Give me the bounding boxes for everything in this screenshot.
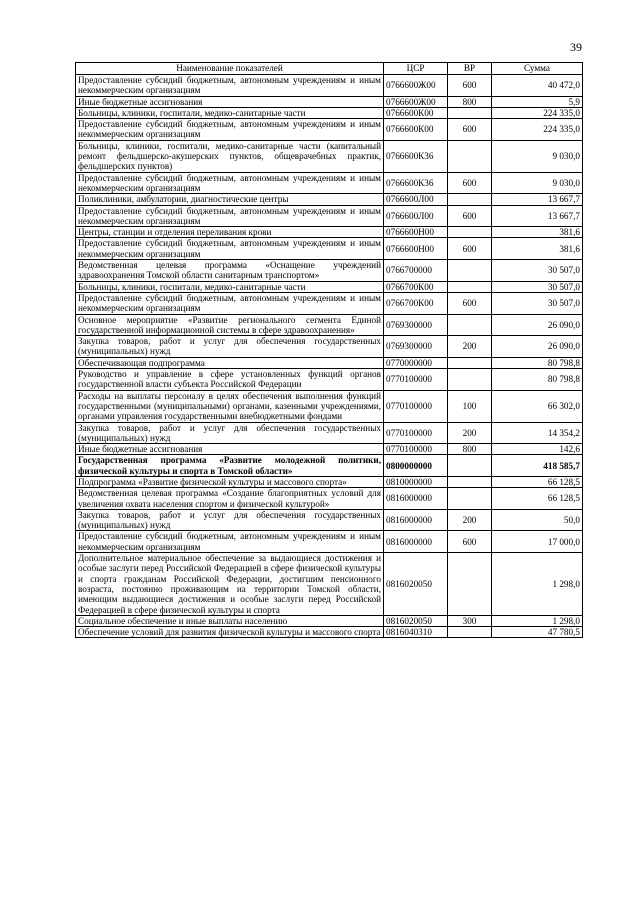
row-csr: 0766600К36 [384,172,448,194]
header-vr: ВР [448,63,492,75]
row-csr: 0766600К36 [384,140,448,172]
budget-table [75,62,583,638]
row-vr: 600 [448,172,492,194]
row-csr: 0766600Н00 [384,227,448,238]
row-name: Закупка товаров, работ и услуг для обеспечения государственных (муниципальных) нужд [76,422,384,444]
row-vr [448,314,492,336]
row-name: Иные бюджетные ассигнования [76,444,384,455]
row-csr: 0810000000 [384,476,448,487]
row-vr [448,107,492,118]
table-row [76,531,583,553]
row-vr [448,140,492,172]
table-row [76,357,583,368]
table-row [76,422,583,444]
table-header-row [76,63,583,75]
row-name: Поликлиники, амбулатории, диагностические центры [76,194,384,205]
table-row [76,369,583,391]
table-row [76,314,583,336]
row-sum: 418 585,7 [492,455,583,477]
row-vr: 100 [448,390,492,422]
table-row [76,172,583,194]
table-row [76,281,583,292]
row-sum: 40 472,0 [492,75,583,97]
table-row [76,205,583,227]
row-sum: 66 128,5 [492,476,583,487]
table-row [76,260,583,282]
row-name: Предоставление субсидий бюджетным, автономным учреждениям и иным некоммерческим организациям [76,531,384,553]
row-csr: 0766600К00 [384,119,448,141]
row-name: Закупка товаров, работ и услуг для обеспечения государственных (муниципальных) нужд [76,509,384,531]
row-vr [448,369,492,391]
row-csr: 0770100000 [384,390,448,422]
row-csr: 0766600Л00 [384,194,448,205]
row-name: Государственная программа «Развитие молодежной политики, физической культуры и спорта в Томской области» [76,455,384,477]
row-sum: 9 030,0 [492,172,583,194]
row-sum: 80 798,8 [492,369,583,391]
row-name: Предоставление субсидий бюджетным, автономным учреждениям и иным некоммерческим организациям [76,205,384,227]
table-row [76,96,583,107]
row-name: Предоставление субсидий бюджетным, автономным учреждениям и иным некоммерческим организациям [76,292,384,314]
row-vr: 200 [448,336,492,358]
row-csr: 0770100000 [384,444,448,455]
row-name: Ведомственная целевая программа «Создание благоприятных условий для увеличения охвата населения спортом и физической культурой» [76,488,384,510]
row-name: Обеспечивающая подпрограмма [76,357,384,368]
table-row [76,488,583,510]
row-sum: 66 128,5 [492,488,583,510]
row-csr: 0766600Ж00 [384,75,448,97]
header-csr: ЦСР [384,63,448,75]
row-vr: 600 [448,531,492,553]
row-sum: 224 335,0 [492,107,583,118]
row-csr: 0770100000 [384,422,448,444]
row-sum: 5,9 [492,96,583,107]
row-sum: 17 000,0 [492,531,583,553]
row-vr [448,476,492,487]
row-sum: 381,6 [492,227,583,238]
row-csr: 0816000000 [384,509,448,531]
row-sum: 9 030,0 [492,140,583,172]
row-vr: 600 [448,292,492,314]
row-name: Больницы, клиники, госпитали, медико-санитарные части [76,107,384,118]
row-vr: 800 [448,96,492,107]
row-vr [448,281,492,292]
row-sum: 26 090,0 [492,314,583,336]
table-row [76,227,583,238]
table-row [76,238,583,260]
row-vr [448,260,492,282]
row-sum: 14 354,2 [492,422,583,444]
page-number: 39 [570,40,582,54]
row-csr: 0766600К00 [384,107,448,118]
header-name: Наименование показателей [76,63,384,75]
row-name: Основное мероприятие «Развитие регионального сегмента Единой государственной информационной системы в сфере здравоохранения» [76,314,384,336]
row-sum: 66 302,0 [492,390,583,422]
row-sum: 80 798,8 [492,357,583,368]
row-vr: 200 [448,422,492,444]
header-sum: Сумма [492,63,583,75]
row-vr [448,627,492,638]
table-row [76,390,583,422]
row-csr: 0770000000 [384,357,448,368]
row-csr: 0766600Ж00 [384,96,448,107]
row-csr: 0766700К00 [384,281,448,292]
row-vr [448,488,492,510]
row-name: Дополнительное материальное обеспечение за выдающиеся достижения и особые заслуги перед Российской Федерацией в сфере физической культуры и спорта гражданам Российской Федерации, достигшим пенсионного возраста, постоянно проживающим на территории Томской области, имеющим выдающиеся достижения и особые заслуги перед Российской Федерацией в сфере физической культуры и спорта [76,553,384,616]
row-name: Подпрограмма «Развитие физической культуры и массового спорта» [76,476,384,487]
row-name: Предоставление субсидий бюджетным, автономным учреждениям и иным некоммерческим организациям [76,119,384,141]
row-name: Предоставление субсидий бюджетным, автономным учреждениям и иным некоммерческим организациям [76,75,384,97]
table-row [76,553,583,616]
row-sum: 224 335,0 [492,119,583,141]
row-name: Центры, станции и отделения переливания крови [76,227,384,238]
table-row [76,119,583,141]
row-csr: 0816020050 [384,615,448,626]
table-row [76,194,583,205]
row-name: Социальное обеспечение и иные выплаты населению [76,615,384,626]
row-vr [448,455,492,477]
row-vr [448,227,492,238]
row-csr: 0769300000 [384,314,448,336]
row-vr: 600 [448,119,492,141]
row-csr: 0816000000 [384,488,448,510]
row-csr: 0766700000 [384,260,448,282]
row-csr: 0766600Н00 [384,238,448,260]
row-csr: 0769300000 [384,336,448,358]
row-name: Предоставление субсидий бюджетным, автономным учреждениям и иным некоммерческим организациям [76,172,384,194]
row-sum: 13 667,7 [492,194,583,205]
table-row [76,107,583,118]
row-vr [448,357,492,368]
row-csr: 0766600Л00 [384,205,448,227]
row-csr: 0770100000 [384,369,448,391]
row-sum: 30 507,0 [492,292,583,314]
row-name: Больницы, клиники, госпитали, медико-санитарные части [76,281,384,292]
row-vr: 300 [448,615,492,626]
table-row [76,444,583,455]
table-row [76,75,583,97]
row-sum: 1 298,0 [492,615,583,626]
row-vr: 600 [448,205,492,227]
row-vr: 600 [448,75,492,97]
row-vr: 200 [448,509,492,531]
row-sum: 47 780,5 [492,627,583,638]
row-vr [448,194,492,205]
row-name: Иные бюджетные ассигнования [76,96,384,107]
table-row [76,455,583,477]
row-vr: 800 [448,444,492,455]
row-sum: 50,0 [492,509,583,531]
row-csr: 0766700К00 [384,292,448,314]
table-row [76,615,583,626]
row-name: Расходы на выплаты персоналу в целях обеспечения выполнения функций государственными (муниципальными) органами, казенными учреждениями, органами управления государственными внебюджетными фондами [76,390,384,422]
table-row [76,509,583,531]
table-row [76,627,583,638]
row-csr: 0800000000 [384,455,448,477]
row-sum: 30 507,0 [492,281,583,292]
row-name: Ведомственная целевая программа «Оснащение учреждений здравоохранения Томской области санитарным транспортом» [76,260,384,282]
row-name: Руководство и управление в сфере установленных функций органов государственной власти субъекта Российской Федерации [76,369,384,391]
row-sum: 13 667,7 [492,205,583,227]
row-name: Закупка товаров, работ и услуг для обеспечения государственных (муниципальных) нужд [76,336,384,358]
row-name: Больницы, клиники, госпитали, медико-санитарные части (капитальный ремонт фельдшерско-акушерских пунктов, общеврачебных практик, фельдшерских пунктов) [76,140,384,172]
row-sum: 26 090,0 [492,336,583,358]
table-row [76,476,583,487]
row-sum: 142,6 [492,444,583,455]
row-sum: 30 507,0 [492,260,583,282]
row-name: Предоставление субсидий бюджетным, автономным учреждениям и иным некоммерческим организациям [76,238,384,260]
table-row [76,336,583,358]
row-csr: 0816020050 [384,553,448,616]
row-csr: 0816040310 [384,627,448,638]
row-sum: 381,6 [492,238,583,260]
row-vr [448,553,492,616]
table-row [76,140,583,172]
table-row [76,292,583,314]
row-name: Обеспечение условий для развития физической культуры и массового спорта [76,627,384,638]
row-sum: 1 298,0 [492,553,583,616]
row-vr: 600 [448,238,492,260]
row-csr: 0816000000 [384,531,448,553]
